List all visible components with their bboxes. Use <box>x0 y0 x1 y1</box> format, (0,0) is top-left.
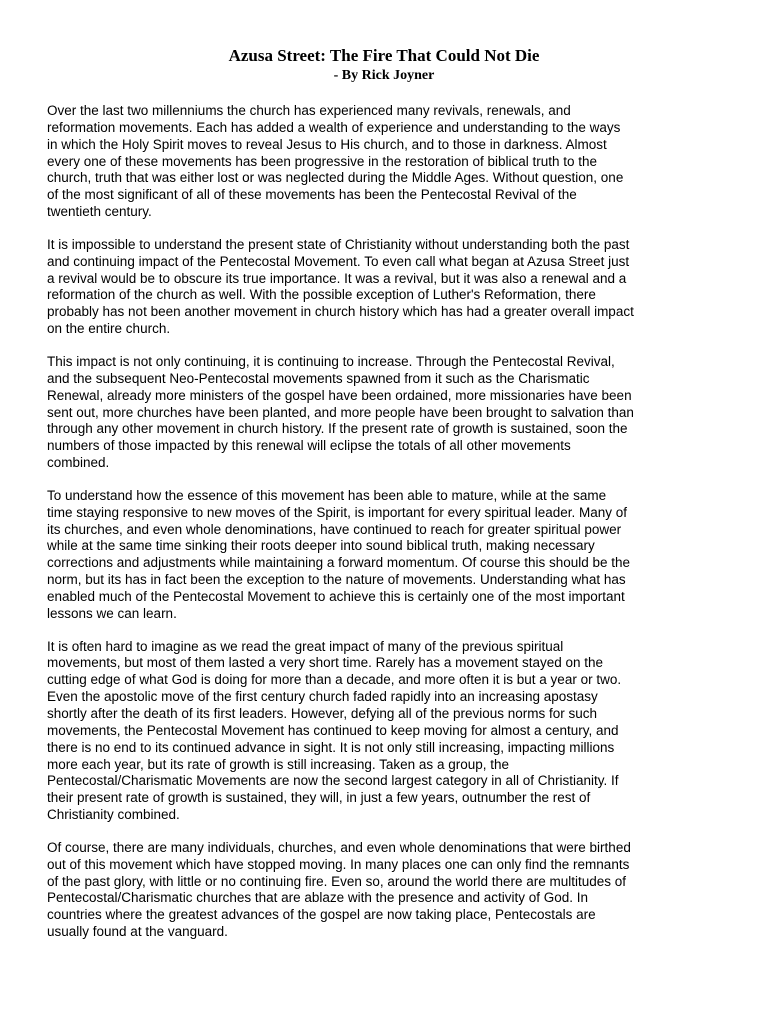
paragraph-1 <box>47 103 727 221</box>
paragraph-line: Of course, there are many individuals, churches, and even whole denominations that were birthed <box>47 839 631 855</box>
paragraph-line: through any other movement in church history. If the present rate of growth is sustained, soon the <box>47 421 628 437</box>
paragraph-line: It is often hard to imagine as we read the great impact of many of the previous spiritual <box>47 638 564 654</box>
paragraph-line: Pentecostal/Charismatic Movements are now the second largest category in all of Christianity. If <box>47 773 619 789</box>
paragraph-line: of the most significant of all of these movements has been the Pentecostal Revival of the <box>47 187 577 203</box>
paragraph-line: and continuing impact of the Pentecostal Movement. To even call what began at Azusa Street just <box>47 253 630 269</box>
paragraph-line: usually found at the vanguard. <box>47 924 228 940</box>
paragraph-line: time staying responsive to new moves of the Spirit, is important for every spiritual leader. Many of <box>47 504 628 520</box>
paragraph-line: Christianity combined. <box>47 807 180 823</box>
paragraph-line: Even the apostolic move of the first century church faded rapidly into an increasing apostasy <box>47 689 598 705</box>
paragraph-line: reformation of the church as well. With the possible exception of Luther's Reformation, there <box>47 287 596 303</box>
paragraph-line: This impact is not only continuing, it is continuing to increase. Through the Pentecostal Revival, <box>47 353 615 369</box>
paragraph-6 <box>47 840 727 941</box>
paragraph-line: cutting edge of what God is doing for more than a decade, and more often it is but a year or two. <box>47 672 622 688</box>
paragraph-line: enabled much of the Pentecostal Movement to achieve this is certainly one of the most important <box>47 588 625 604</box>
paragraph-line: movements, but most of them lasted a very short time. Rarely has a movement stayed on the <box>47 655 603 671</box>
paragraph-line: combined. <box>47 455 110 471</box>
paragraph-2 <box>47 237 727 338</box>
paragraph-line: reformation movements. Each has added a wealth of experience and understanding to the ways <box>47 119 621 135</box>
document-byline: - By Rick Joyner <box>333 68 435 83</box>
paragraph-line: more each year, but its rate of growth is still increasing. Taken as a group, the <box>47 756 509 772</box>
paragraph-line: shortly after the death of its first leaders. However, defying all of the previous norms for such <box>47 706 598 721</box>
paragraph-line: To understand how the essence of this movement has been able to mature, while at the same <box>47 487 607 503</box>
paragraph-line: their present rate of growth is sustained, they will, in just a few years, outnumber the rest of <box>47 790 591 806</box>
paragraph-line: church, truth that was either lost or was neglected during the Middle Ages. Without question, one <box>47 170 624 186</box>
paragraph-line: Renewal, already more ministers of the gospel have been ordained, more missionaries have been <box>47 387 632 403</box>
paragraph-line: Over the last two millenniums the church has experienced many revivals, renewals, and <box>47 103 571 118</box>
paragraph-line: and the subsequent Neo-Pentecostal movements spawned from it such as the Charismatic <box>47 370 590 386</box>
paragraph-line: out of this movement which have stopped moving. In many places one can only find the remnants <box>47 856 630 872</box>
paragraph-line: It is impossible to understand the present state of Christianity without understanding both the past <box>47 236 630 252</box>
paragraph-line: movements, the Pentecostal Movement has continued to keep moving for almost a century, and <box>47 722 619 738</box>
paragraph-5 <box>47 639 727 824</box>
paragraph-4 <box>47 488 727 623</box>
paragraph-line: lessons we can learn. <box>47 605 177 621</box>
paragraph-line: every one of these movements has been progressive in the restoration of biblical truth to the <box>47 153 598 169</box>
paragraph-line: sent out, more churches have been planted, and more people have been brought to salvation than <box>47 404 634 420</box>
paragraph-line: norm, but its has in fact been the exception to the nature of movements. Understanding what has <box>47 572 626 588</box>
paragraph-line: while at the same time sinking their roots deeper into sound biblical truth, making necessary <box>47 538 595 554</box>
paragraph-line: corrections and adjustments while maintaining a forward momentum. Of course this should be the <box>47 555 631 571</box>
document-body <box>47 103 727 957</box>
paragraph-line: its churches, and even whole denominations, have continued to reach for greater spiritual power <box>47 521 622 537</box>
paragraph-line: twentieth century. <box>47 204 152 220</box>
paragraph-3 <box>47 354 727 472</box>
paragraph-line: a revival would be to obscure its true importance. It was a revival, but it was also a renewal and a <box>47 270 627 286</box>
paragraph-line: on the entire church. <box>47 321 171 337</box>
paragraph-line: countries where the greatest advances of the gospel are now taking place, Pentecostals are <box>47 907 596 923</box>
paragraph-line: Pentecostal/Charismatic churches that are ablaze with the presence and activity of God. In <box>47 890 589 906</box>
paragraph-line: of the past glory, with little or no continuing fire. Even so, around the world there are multitudes of <box>47 873 627 889</box>
paragraph-line: in which the Holy Spirit moves to reveal Jesus to His church, and to those in darkness. Almost <box>47 136 607 152</box>
paragraph-line: numbers of those impacted by this renewal will eclipse the totals of all other movements <box>47 438 571 454</box>
paragraph-line: there is no end to its continued advance in sight. It is not only still increasing, impacting millions <box>47 739 615 755</box>
document-title: Azusa Street: The Fire That Could Not Die <box>228 46 540 65</box>
paragraph-line: probably has not been another movement in church history which has had a greater overall impact <box>47 304 634 320</box>
